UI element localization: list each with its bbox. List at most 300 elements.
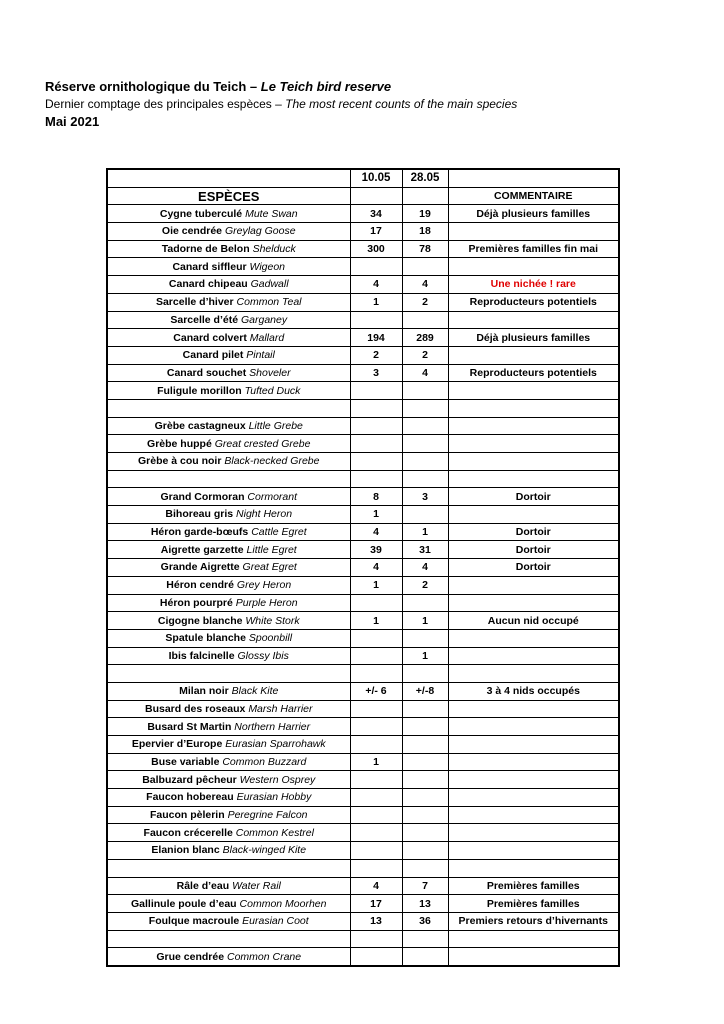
comment-cell: Premières familles fin mai xyxy=(448,240,619,258)
species-french-name: Busard des roseaux xyxy=(145,702,246,715)
species-cell xyxy=(107,789,350,807)
species-english-name: Eurasian Sparrohawk xyxy=(225,738,326,751)
species-cell xyxy=(107,435,350,453)
table-row xyxy=(107,877,619,895)
count-cell-second xyxy=(402,718,448,736)
species-french-name: Sarcelle d’été xyxy=(170,313,239,326)
document-month: Mai 2021 xyxy=(45,114,100,129)
count-cell-second: 4 xyxy=(402,559,448,577)
table-row xyxy=(107,753,619,771)
species-english-name: Glossy Ibis xyxy=(237,649,289,662)
species-english-name: Grey Heron xyxy=(236,579,292,592)
species-english-name: Mute Swan xyxy=(245,207,298,220)
table-row xyxy=(107,912,619,930)
comment-cell xyxy=(448,647,619,665)
count-cell-second xyxy=(402,629,448,647)
species-cell xyxy=(107,223,350,241)
count-cell-first xyxy=(350,736,402,754)
species-english-name: Water Rail xyxy=(232,879,281,892)
species-cell xyxy=(107,399,350,417)
count-cell-second xyxy=(402,594,448,612)
table-row xyxy=(107,346,619,364)
table-row xyxy=(107,629,619,647)
species-french-name: Tadorne de Belon xyxy=(161,243,250,256)
table-row xyxy=(107,258,619,276)
table-row xyxy=(107,806,619,824)
count-cell-first xyxy=(350,948,402,966)
count-cell-first xyxy=(350,453,402,471)
count-cell-second xyxy=(402,506,448,524)
species-cell xyxy=(107,912,350,930)
count-cell-second: 1 xyxy=(402,647,448,665)
count-cell-first xyxy=(350,417,402,435)
count-cell-first xyxy=(350,382,402,400)
table-row xyxy=(107,506,619,524)
table-row xyxy=(107,364,619,382)
count-cell-first: 1 xyxy=(350,576,402,594)
document-header xyxy=(45,78,517,131)
species-cell xyxy=(107,594,350,612)
table-row xyxy=(107,223,619,241)
count-cell-first xyxy=(350,258,402,276)
species-french-name: Faucon pèlerin xyxy=(149,809,225,822)
species-cell xyxy=(107,665,350,683)
table-row xyxy=(107,930,619,948)
table-row xyxy=(107,665,619,683)
table-row xyxy=(107,435,619,453)
species-cell xyxy=(107,700,350,718)
table-row xyxy=(107,612,619,630)
count-cell-second xyxy=(402,435,448,453)
comment-cell: 3 à 4 nids occupés xyxy=(448,682,619,700)
species-cell xyxy=(107,930,350,948)
species-french-name: Grue cendrée xyxy=(156,950,225,963)
species-english-name: Common Teal xyxy=(236,296,302,309)
comment-cell xyxy=(448,594,619,612)
comment-cell xyxy=(448,771,619,789)
document-subtitle: Dernier comptage des principales espèces – The most recent counts of the main species xyxy=(45,97,518,111)
species-cell xyxy=(107,859,350,877)
comment-cell xyxy=(448,629,619,647)
blank-header-cell xyxy=(107,169,350,187)
comment-cell: Dortoir xyxy=(448,488,619,506)
count-cell-first xyxy=(350,806,402,824)
species-cell xyxy=(107,417,350,435)
comment-cell xyxy=(448,346,619,364)
table-row xyxy=(107,736,619,754)
table-row xyxy=(107,276,619,294)
species-english-name: Great Egret xyxy=(242,561,297,574)
count-cell-first: 3 xyxy=(350,364,402,382)
comment-cell xyxy=(448,470,619,488)
comment-cell xyxy=(448,417,619,435)
table-header-row xyxy=(107,187,619,205)
species-english-name: Gadwall xyxy=(250,278,289,291)
species-french-name: Buse variable xyxy=(151,756,220,769)
species-cell xyxy=(107,311,350,329)
count-cell-first xyxy=(350,399,402,417)
species-cell xyxy=(107,682,350,700)
count-cell-second: 13 xyxy=(402,895,448,913)
table-row xyxy=(107,240,619,258)
count-cell-second xyxy=(402,806,448,824)
species-english-name: Spoonbill xyxy=(248,632,293,645)
count-cell-second: 4 xyxy=(402,276,448,294)
comment-cell xyxy=(448,948,619,966)
species-english-name: White Stork xyxy=(245,614,300,627)
count-cell-first xyxy=(350,470,402,488)
table-row xyxy=(107,700,619,718)
count-cell-first xyxy=(350,594,402,612)
comment-cell: Dortoir xyxy=(448,523,619,541)
count-cell-first xyxy=(350,771,402,789)
table-row xyxy=(107,842,619,860)
count-cell-first xyxy=(350,311,402,329)
species-french-name: Canard siffleur xyxy=(172,260,247,273)
species-english-name: Greylag Goose xyxy=(224,225,296,238)
species-cell xyxy=(107,877,350,895)
table-row xyxy=(107,647,619,665)
species-english-name: Eurasian Hobby xyxy=(236,791,312,804)
comment-cell: Reproducteurs potentiels xyxy=(448,293,619,311)
comment-cell xyxy=(448,311,619,329)
species-french-name: Canard souchet xyxy=(166,366,247,379)
count-cell-first: 1 xyxy=(350,506,402,524)
species-english-name: Purple Heron xyxy=(235,596,298,609)
species-cell xyxy=(107,364,350,382)
comment-cell: Premières familles xyxy=(448,877,619,895)
species-french-name: Grèbe castagneux xyxy=(154,419,246,432)
species-french-name: Faucon crécerelle xyxy=(143,826,233,839)
species-french-name: Canard pilet xyxy=(182,349,244,362)
table-row xyxy=(107,948,619,966)
species-english-name: Eurasian Coot xyxy=(242,915,309,928)
comment-cell xyxy=(448,258,619,276)
table-row xyxy=(107,789,619,807)
count-cell-second: 2 xyxy=(402,576,448,594)
comment-cell: Déjà plusieurs familles xyxy=(448,205,619,223)
table-row xyxy=(107,417,619,435)
comment-cell: Une nichée ! rare xyxy=(448,276,619,294)
table-row xyxy=(107,329,619,347)
species-english-name: Black Kite xyxy=(231,685,279,698)
species-cell xyxy=(107,382,350,400)
species-cell xyxy=(107,647,350,665)
species-cell xyxy=(107,470,350,488)
table-row xyxy=(107,453,619,471)
species-french-name: Héron cendré xyxy=(166,579,234,592)
species-english-name: Cormorant xyxy=(247,490,298,503)
count-cell-second xyxy=(402,665,448,683)
comment-cell: Déjà plusieurs familles xyxy=(448,329,619,347)
species-french-name: Fuligule morillon xyxy=(157,384,242,397)
species-cell xyxy=(107,895,350,913)
species-cell xyxy=(107,559,350,577)
count-cell-second xyxy=(402,382,448,400)
species-cell xyxy=(107,329,350,347)
species-cell xyxy=(107,612,350,630)
species-cell xyxy=(107,718,350,736)
count-cell-first xyxy=(350,700,402,718)
count-cell-second: 19 xyxy=(402,205,448,223)
table-row xyxy=(107,399,619,417)
species-english-name: Northern Harrier xyxy=(234,720,311,733)
count-cell-first xyxy=(350,435,402,453)
species-french-name: Aigrette garzette xyxy=(160,543,244,556)
count-cell-second xyxy=(402,399,448,417)
comment-cell xyxy=(448,842,619,860)
count-cell-second xyxy=(402,771,448,789)
species-english-name: Shelduck xyxy=(252,243,296,256)
blank-header-cell xyxy=(448,169,619,187)
comment-cell xyxy=(448,453,619,471)
species-cell xyxy=(107,576,350,594)
species-english-name: Garganey xyxy=(241,313,288,326)
comment-cell xyxy=(448,576,619,594)
count-cell-first: 2 xyxy=(350,346,402,364)
species-english-name: Pintail xyxy=(246,349,275,362)
count-cell-first: 39 xyxy=(350,541,402,559)
species-cell xyxy=(107,205,350,223)
species-french-name: Ibis falcinelle xyxy=(168,649,235,662)
count-cell-second xyxy=(402,311,448,329)
species-english-name: Marsh Harrier xyxy=(248,702,313,715)
species-cell xyxy=(107,346,350,364)
species-cell xyxy=(107,736,350,754)
table-row xyxy=(107,559,619,577)
comment-cell xyxy=(448,700,619,718)
table-row xyxy=(107,470,619,488)
count-cell-first xyxy=(350,629,402,647)
comment-cell: Premières familles xyxy=(448,895,619,913)
species-french-name: Héron pourpré xyxy=(159,596,233,609)
count-cell-second xyxy=(402,930,448,948)
species-french-name: Elanion blanc xyxy=(151,844,220,857)
species-french-name: Bihoreau gris xyxy=(165,508,234,521)
table-row xyxy=(107,523,619,541)
comment-cell xyxy=(448,665,619,683)
table-row xyxy=(107,682,619,700)
comment-cell xyxy=(448,824,619,842)
species-french-name: Cigogne blanche xyxy=(157,614,243,627)
species-cell xyxy=(107,276,350,294)
date-header-1: 10.05 xyxy=(350,169,402,187)
species-french-name: Canard colvert xyxy=(173,331,247,344)
species-count-table xyxy=(106,168,620,967)
species-french-name: Milan noir xyxy=(179,685,229,698)
date-header-2: 28.05 xyxy=(402,169,448,187)
species-english-name: Cattle Egret xyxy=(251,526,307,539)
comment-cell: Reproducteurs potentiels xyxy=(448,364,619,382)
species-french-name: Balbuzard pêcheur xyxy=(142,773,237,786)
species-french-name: Grand Cormoran xyxy=(160,490,245,503)
species-cell xyxy=(107,258,350,276)
count-cell-first xyxy=(350,930,402,948)
species-english-name: Common Kestrel xyxy=(235,826,314,839)
count-cell-second xyxy=(402,842,448,860)
count-cell-first xyxy=(350,824,402,842)
species-cell xyxy=(107,948,350,966)
table-row xyxy=(107,859,619,877)
species-french-name: Grèbe à cou noir xyxy=(138,455,222,468)
count-cell-first: 1 xyxy=(350,293,402,311)
table-row xyxy=(107,576,619,594)
table-row xyxy=(107,541,619,559)
count-cell-second xyxy=(402,948,448,966)
species-cell xyxy=(107,488,350,506)
count-cell-first: 4 xyxy=(350,877,402,895)
species-cell xyxy=(107,842,350,860)
comment-cell: Aucun nid occupé xyxy=(448,612,619,630)
species-cell xyxy=(107,771,350,789)
comment-cell xyxy=(448,789,619,807)
count-cell-second: 2 xyxy=(402,293,448,311)
species-cell xyxy=(107,240,350,258)
count-cell-second xyxy=(402,417,448,435)
count-cell-second xyxy=(402,258,448,276)
species-english-name: Wigeon xyxy=(249,260,286,273)
count-cell-second: 31 xyxy=(402,541,448,559)
table-row xyxy=(107,311,619,329)
species-cell xyxy=(107,506,350,524)
blank-header-cell xyxy=(402,187,448,205)
count-cell-second: 1 xyxy=(402,612,448,630)
count-cell-second: 289 xyxy=(402,329,448,347)
count-cell-first: 17 xyxy=(350,223,402,241)
species-french-name: Héron garde-bœufs xyxy=(150,526,249,539)
count-cell-first xyxy=(350,859,402,877)
species-cell xyxy=(107,806,350,824)
species-english-name: Black-winged Kite xyxy=(222,844,307,857)
table-row xyxy=(107,382,619,400)
table-body xyxy=(107,205,619,966)
species-cell xyxy=(107,629,350,647)
table-row xyxy=(107,293,619,311)
count-cell-second xyxy=(402,736,448,754)
comment-cell xyxy=(448,753,619,771)
count-cell-second xyxy=(402,824,448,842)
species-english-name: Little Grebe xyxy=(248,419,303,432)
table-row xyxy=(107,771,619,789)
species-english-name: Mallard xyxy=(249,331,285,344)
blank-header-cell xyxy=(350,187,402,205)
species-english-name: Night Heron xyxy=(236,508,293,521)
count-cell-first xyxy=(350,842,402,860)
count-cell-first: 8 xyxy=(350,488,402,506)
species-french-name: Râle d’eau xyxy=(176,879,230,892)
count-cell-second xyxy=(402,789,448,807)
table-row xyxy=(107,205,619,223)
count-cell-second xyxy=(402,859,448,877)
count-cell-first: 13 xyxy=(350,912,402,930)
count-cell-first: 300 xyxy=(350,240,402,258)
document-title: Réserve ornithologique du Teich – Le Teich bird reserve xyxy=(45,79,392,94)
table-date-row xyxy=(107,169,619,187)
count-cell-first xyxy=(350,718,402,736)
species-french-name: Sarcelle d’hiver xyxy=(155,296,234,309)
count-cell-second: 18 xyxy=(402,223,448,241)
comment-cell xyxy=(448,930,619,948)
comment-cell xyxy=(448,382,619,400)
comment-cell xyxy=(448,736,619,754)
species-french-name: Gallinule poule d’eau xyxy=(131,897,237,910)
species-cell xyxy=(107,293,350,311)
count-cell-first: 194 xyxy=(350,329,402,347)
count-cell-second: 3 xyxy=(402,488,448,506)
comment-cell: Dortoir xyxy=(448,541,619,559)
comment-cell xyxy=(448,399,619,417)
table-row xyxy=(107,488,619,506)
count-cell-first xyxy=(350,789,402,807)
count-cell-second: 1 xyxy=(402,523,448,541)
species-french-name: Oie cendrée xyxy=(161,225,223,238)
species-english-name: Great crested Grebe xyxy=(214,437,311,450)
table-row xyxy=(107,824,619,842)
comment-cell: Dortoir xyxy=(448,559,619,577)
count-cell-second: 78 xyxy=(402,240,448,258)
count-cell-second: 36 xyxy=(402,912,448,930)
count-cell-second: +/-8 xyxy=(402,682,448,700)
count-cell-first xyxy=(350,647,402,665)
species-french-name: Grande Aigrette xyxy=(160,561,240,574)
comment-header: COMMENTAIRE xyxy=(448,187,619,205)
species-french-name: Grèbe huppé xyxy=(147,437,212,450)
comment-cell xyxy=(448,223,619,241)
comment-cell: Premiers retours d’hivernants xyxy=(448,912,619,930)
count-cell-first: 1 xyxy=(350,753,402,771)
table-row xyxy=(107,594,619,612)
count-cell-second xyxy=(402,753,448,771)
count-cell-second: 7 xyxy=(402,877,448,895)
species-french-name: Canard chipeau xyxy=(168,278,248,291)
species-cell xyxy=(107,453,350,471)
count-cell-first: 4 xyxy=(350,523,402,541)
count-cell-second xyxy=(402,470,448,488)
count-cell-second: 4 xyxy=(402,364,448,382)
comment-cell xyxy=(448,859,619,877)
species-cell xyxy=(107,753,350,771)
count-cell-first: 4 xyxy=(350,559,402,577)
species-french-name: Cygne tuberculé xyxy=(159,207,243,220)
species-english-name: Little Egret xyxy=(246,543,297,556)
comment-cell xyxy=(448,806,619,824)
comment-cell xyxy=(448,506,619,524)
count-cell-first xyxy=(350,665,402,683)
species-header: ESPÈCES xyxy=(107,187,350,205)
count-cell-first: 1 xyxy=(350,612,402,630)
species-english-name: Peregrine Falcon xyxy=(227,809,308,822)
count-cell-second: 2 xyxy=(402,346,448,364)
count-cell-first: 34 xyxy=(350,205,402,223)
count-cell-first: 17 xyxy=(350,895,402,913)
species-english-name: Common Buzzard xyxy=(222,756,307,769)
species-english-name: Black-necked Grebe xyxy=(224,455,320,468)
count-cell-first: +/- 6 xyxy=(350,682,402,700)
species-french-name: Foulque macroule xyxy=(148,915,240,928)
species-english-name: Western Osprey xyxy=(239,773,316,786)
table-row xyxy=(107,895,619,913)
species-cell xyxy=(107,523,350,541)
species-english-name: Common Moorhen xyxy=(239,897,327,910)
count-cell-second xyxy=(402,453,448,471)
species-english-name: Shoveler xyxy=(249,366,291,379)
species-french-name: Busard St Martin xyxy=(147,720,232,733)
table-row xyxy=(107,718,619,736)
species-french-name: Epervier d’Europe xyxy=(131,738,223,751)
species-french-name: Spatule blanche xyxy=(165,632,246,645)
species-cell xyxy=(107,541,350,559)
comment-cell xyxy=(448,435,619,453)
